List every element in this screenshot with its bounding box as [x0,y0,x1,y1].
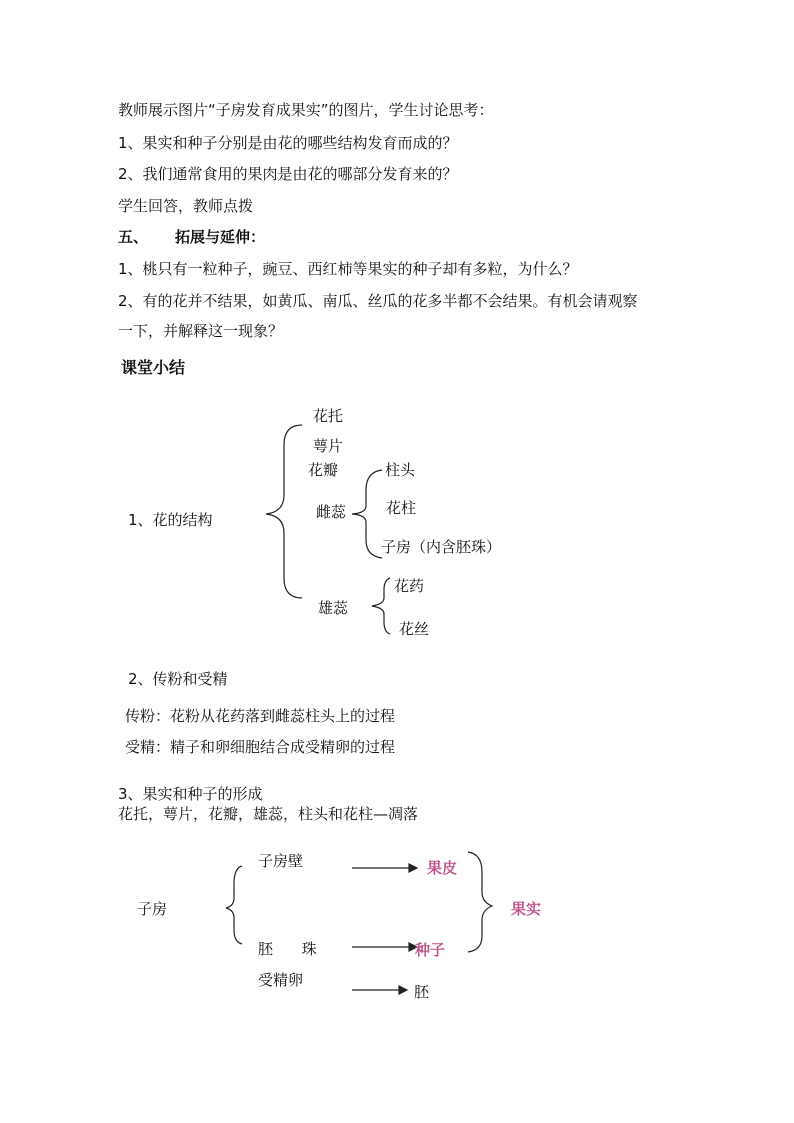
petal: 花瓣 [308,461,339,479]
flower-structure-label: 1、花的结构 [128,511,213,529]
pollination-label: 2、传粉和受精 [128,670,228,688]
ovule: 胚 珠 [258,940,317,958]
receptacle: 花托 [313,407,344,425]
fruit-formation-label: 3、果实和种子的形成 [118,785,263,803]
ovary-brace [226,866,242,944]
ovary-wall: 子房壁 [258,852,304,870]
extension-item-1: 1、桃只有一粒种子，豌豆、西红柿等果实的种子却有多粒，为什么？ [118,260,578,278]
pistil: 雌蕊 [316,503,347,521]
section-number: 五、 [118,228,149,246]
seed: 种子 [415,941,446,959]
section-title: 拓展与延伸： [175,228,266,246]
anther: 花药 [394,577,425,595]
pollination-definition: 传粉：花粉从花药落到雌蕊柱头上的过程 [125,707,396,725]
zygote: 受精卵 [258,971,304,989]
filament: 花丝 [399,620,430,638]
summary-title: 课堂小结 [121,358,186,377]
withered-parts: 花托，萼片，花瓣，雄蕊，柱头和花柱—凋落 [118,805,419,823]
stamen-brace [372,578,390,634]
stigma: 柱头 [385,461,416,479]
ovary: 子房 [137,900,168,918]
ovary-with-ovule: 子房（内含胚珠） [381,538,502,556]
extension-item-2-line-2: 一下，并解释这一现象？ [118,322,284,340]
pistil-brace [352,470,382,558]
sepal: 萼片 [313,437,344,455]
answer-note: 学生回答，教师点拨 [118,197,254,215]
fertilization-definition: 受精：精子和卵细胞结合成受精卵的过程 [125,738,396,756]
embryo: 胚 [414,983,430,1001]
stamen: 雄蕊 [318,599,349,617]
extension-item-2-line-1: 2、有的花并不结果，如黄瓜、南瓜、丝瓜的花多半都不会结果。有机会请观察 [118,292,638,310]
intro-line: 教师展示图片“子房发育成果实”的图片，学生讨论思考： [118,101,494,119]
fruit-brace [468,852,492,952]
flower-brace [266,425,302,598]
pericarp: 果皮 [427,859,458,877]
fruit: 果实 [511,900,542,918]
question-2: 2、我们通常食用的果肉是由花的哪部分发育来的？ [118,165,458,183]
question-1: 1、果实和种子分别是由花的哪些结构发育而成的？ [118,134,458,152]
style: 花柱 [386,499,417,517]
